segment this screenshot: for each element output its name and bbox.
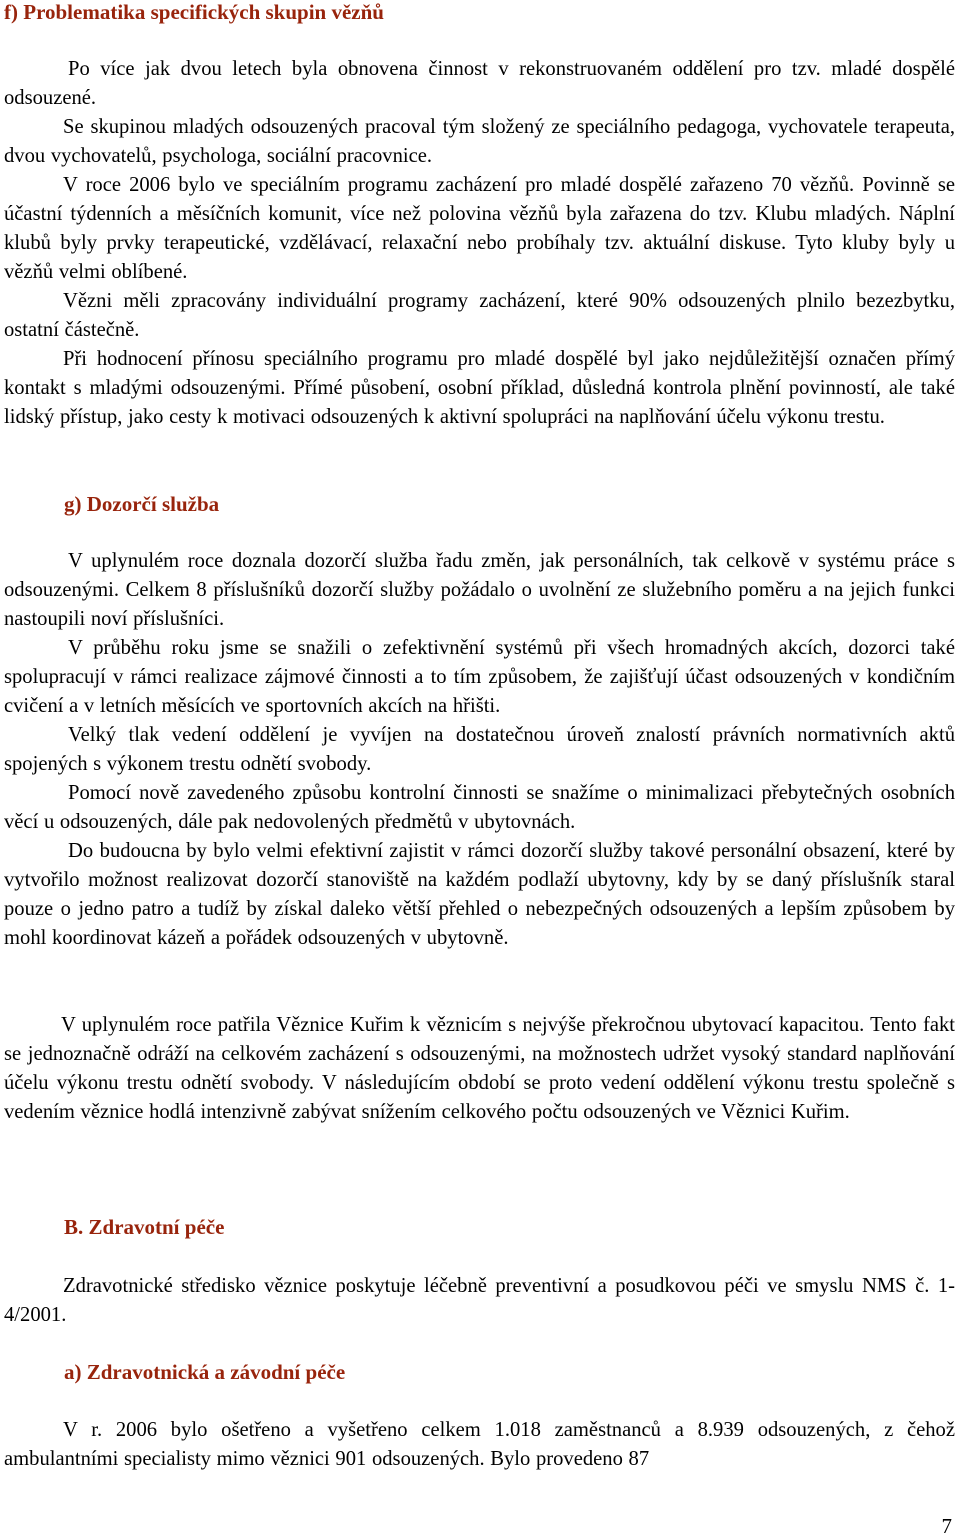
- paragraph-summary: V uplynulém roce patřila Věznice Kuřim k věznicím s nejvýše překročnou ubytovací kapacitou. Tento fakt se jednoznačně odráží na celkovém zacházení s odsouzenými, na možnostech udržet vysoký standard naplňování účelu výkonu trestu odnětí svobody. V následujícím období se proto vedení oddělení výkonu trestu společně s vedením věznice hodlá intenzivně zabývat snížením celkového počtu odsouzených ve Věznici Kuřim.: [4, 1014, 955, 1123]
- paragraph-f3: V roce 2006 bylo ve speciálním programu zacházení pro mladé dospělé zařazeno 70 vězňů. Povinně se účastní týdenních a měsíčních komunit, více než polovina vězňů byla zařazena do tzv. Klubu mladých. Náplní klubů byly prvky terapeutické, vzdělávací, relaxační nebo probíhaly tzv. aktuální diskuse. Tyto kluby byly u vězňů velmi oblíbené.: [4, 174, 955, 283]
- paragraph-f2: Se skupinou mladých odsouzených pracoval tým složený ze speciálního pedagoga, vychovatele terapeuta, dvou vychovatelů, psychologa, sociální pracovnice.: [4, 116, 955, 167]
- paragraph-a: V r. 2006 bylo ošetřeno a vyšetřeno celkem 1.018 zaměstnanců a 8.939 odsouzených, z čehož ambulantními specialisty mimo věznici 901 odsouzených. Bylo provedeno 87: [4, 1419, 955, 1470]
- paragraph-g4: Pomocí nově zavedeného způsobu kontrolní činnosti se snažíme o minimalizaci přebytečných osobních věcí u odsouzených, dále pak nedovolených předmětů v ubytovnách.: [4, 782, 955, 833]
- paragraph-g1: V uplynulém roce doznala dozorčí služba řadu změn, jak personálních, tak celkově v systému práce s odsouzenými. Celkem 8 příslušníků dozorčí služby požádalo o uvolnění ze služebního poměru a na jejich funkci nastoupili noví příslušníci.: [4, 550, 955, 630]
- paragraph-g2: V průběhu roku jsme se snažili o zefektivnění systémů při všech hromadných akcích, dozorci také spolupracují v rámci realizace zájmové činnosti a to tím způsobem, že zajišťují účast odsouzených v kondičním cvičení a v letních měsících ve sportovních akcích na hřišti.: [4, 637, 955, 717]
- section-a-heading: a) Zdravotnická a závodní péče: [64, 1360, 346, 1384]
- paragraph-f4: Vězni měli zpracovány individuální programy zacházení, které 90% odsouzených plnilo bezezbytku, ostatní částečně.: [4, 290, 955, 341]
- paragraph-g5: Do budoucna by bylo velmi efektivní zajistit v rámci dozorčí služby takové personální obsazení, které by vytvořilo možnost realizovat dozorčí stanoviště na každém podlaží ubytovny, kdy by se daný příslušník staral pouze o jedno patro a tudíž by získal daleko větší přehled o nebezpečných odsouzených a lepším způsobem by mohl koordinovat kázeň a pořádek odsouzených v ubytovně.: [4, 840, 955, 949]
- paragraph-f5: Při hodnocení přínosu speciálního programu pro mladé dospělé byl jako nejdůležitější označen přímý kontakt s mladými odsouzenými. Přímé působení, osobní příklad, důsledná kontrola plnění povinností, ale také lidský přístup, jako cesty k motivaci odsouzených k aktivní spolupráci na naplňování účelu výkonu trestu.: [4, 348, 955, 428]
- paragraph-b: Zdravotnické středisko věznice poskytuje léčebně preventivní a posudkovou péči ve smyslu NMS č. 1- 4/2001.: [4, 1275, 955, 1326]
- section-f-heading: f) Problematika specifických skupin vězňů: [4, 0, 384, 24]
- paragraph-g3: Velký tlak vedení oddělení je vyvíjen na dostatečnou úroveň znalostí právních normativních aktů spojených s výkonem trestu odnětí svobody.: [4, 724, 955, 775]
- section-b-heading: B. Zdravotní péče: [64, 1215, 225, 1239]
- section-g-heading: g) Dozorčí služba: [64, 492, 220, 516]
- page-number: 7: [941, 1514, 952, 1538]
- paragraph-f1: Po více jak dvou letech byla obnovena činnost v rekonstruovaném oddělení pro tzv. mladé dospělé odsouzené.: [4, 58, 955, 109]
